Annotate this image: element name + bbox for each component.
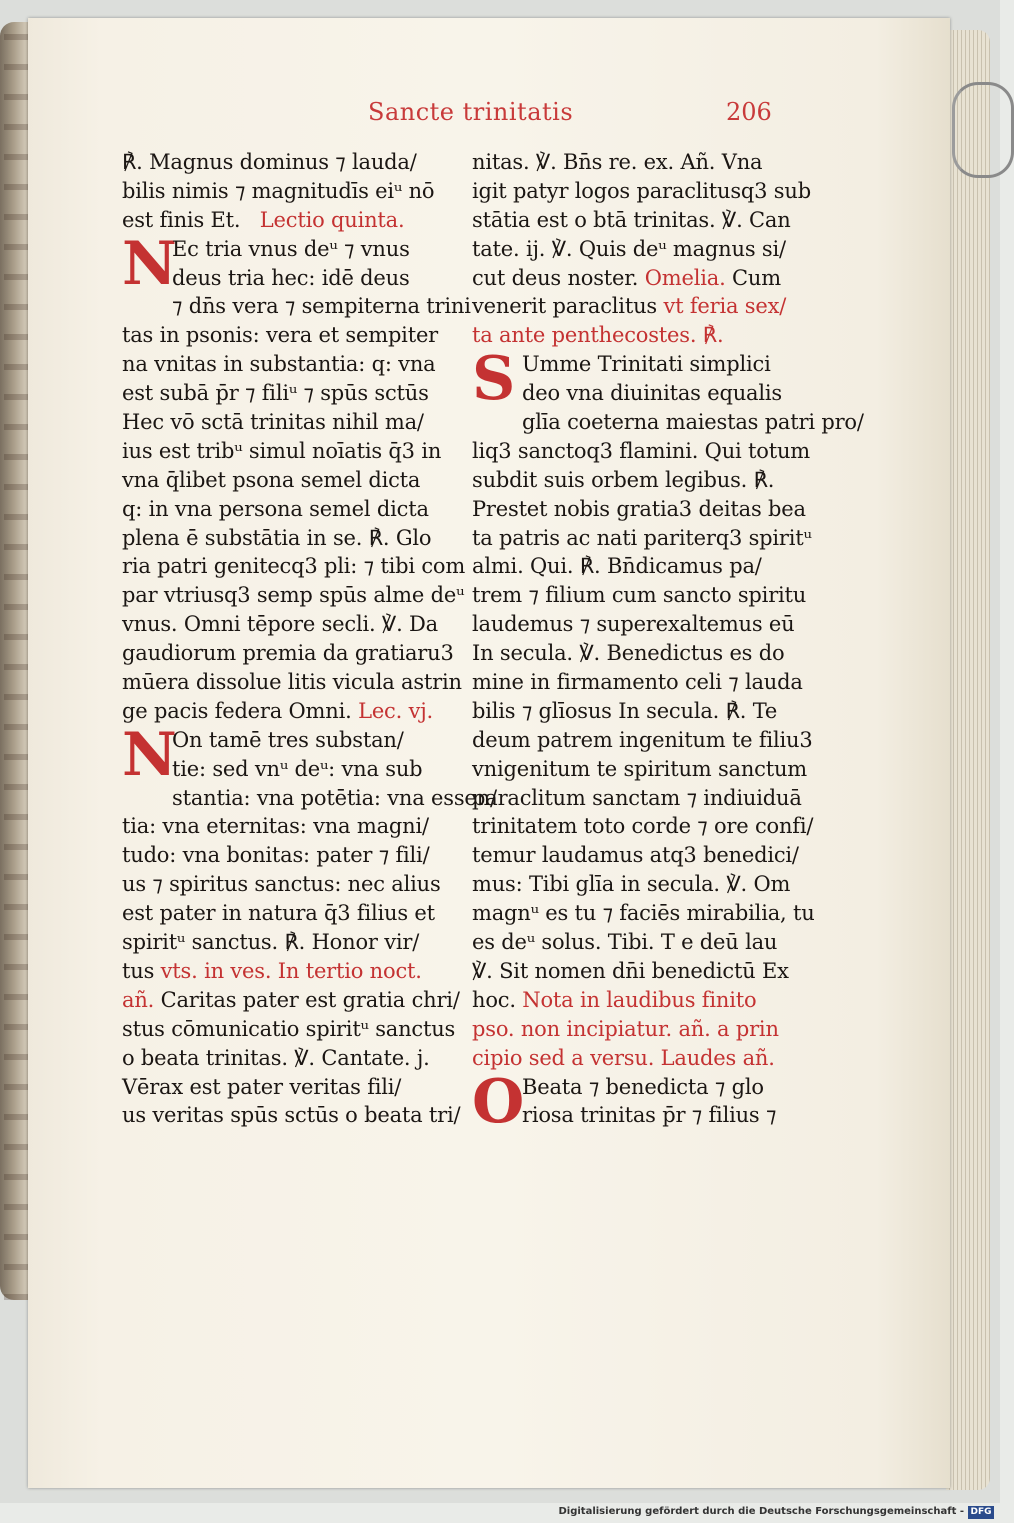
text-line: q: in vna persona semel dicta bbox=[122, 496, 429, 521]
text-line: tas in psonis: vera et sempiter bbox=[122, 323, 439, 348]
text-line bbox=[472, 986, 804, 1015]
page-stack-edge bbox=[946, 30, 990, 1490]
text-line: bilis nimis ⁊ magnitudīs eiᵘ nō bbox=[122, 178, 435, 203]
text-line: vnus. Omni tēpore secli. ℣. Da bbox=[122, 612, 439, 637]
text-line: ta patris ac nati pariterq3 spiritᵘ bbox=[472, 525, 812, 550]
text-line: stantia: vna potētia: vna essen/ bbox=[172, 785, 497, 810]
text-line: Ec tria vnus deᵘ ⁊ vnus bbox=[172, 236, 410, 261]
page-clip bbox=[952, 82, 1014, 178]
text-line: us veritas spūs sctūs o beata tri/ bbox=[122, 1103, 461, 1128]
text-line: igit patyr logos paraclitusq3 sub bbox=[472, 178, 811, 203]
text-line: On tamē tres substan/ bbox=[172, 727, 404, 752]
text-line: ius est tribᵘ simul noīatis q̄3 in bbox=[122, 438, 442, 463]
text-line: stus cōmunicatio spiritᵘ sanctus bbox=[122, 1016, 456, 1041]
text-line: ℣. Sit nomen dn̄i benedictū Ex bbox=[472, 958, 789, 983]
text-line: Hec vō sctā trinitas nihil ma/ bbox=[122, 410, 424, 435]
digitization-credit: Digitalisierung gefördert durch die Deutsche Forschungsgemeinschaft - bbox=[558, 1506, 964, 1517]
initial-letter: S bbox=[472, 344, 516, 415]
text-line: est pater in natura q̄3 filius et bbox=[122, 901, 435, 926]
text-line: tate. ij. ℣. Quis deᵘ magnus si/ bbox=[472, 236, 786, 261]
text-line: Umme Trinitati simplici bbox=[522, 352, 771, 377]
text-line: In secula. ℣. Benedictus es do bbox=[472, 641, 785, 666]
text-line: nitas. ℣. Bn̄s re. ex. Añ. Vna bbox=[472, 150, 763, 174]
text-line: mine in firmamento celi ⁊ lauda bbox=[472, 670, 803, 695]
text-line: bilis ⁊ glīosus In secula. ℟. Te bbox=[472, 698, 778, 723]
text-span: tus bbox=[122, 958, 155, 983]
text-line: es deᵘ solus. Tibi. T e deū lau bbox=[472, 930, 778, 955]
text-span: Caritas pater est gratia chri/ bbox=[160, 987, 460, 1012]
text-line: deo vna diuinitas equalis bbox=[522, 381, 782, 406]
text-line: ℟. Magnus dominus ⁊ lauda/ bbox=[122, 150, 417, 174]
text-line: ⁊ dn̄s vera ⁊ sempiterna trini bbox=[172, 294, 471, 319]
text-line bbox=[122, 986, 460, 1015]
text-line bbox=[122, 957, 454, 986]
text-line bbox=[122, 697, 454, 726]
text-line: glīa coeterna maiestas patri pro/ bbox=[522, 410, 864, 435]
text-line: temur laudamus atq3 benedici/ bbox=[472, 843, 799, 868]
text-line: mus: Tibi glīa in secula. ℣. Om bbox=[472, 872, 791, 897]
text-line: plena ē substātia in se. ℟. Glo bbox=[122, 525, 432, 550]
text-line: tie: sed vnᵘ deᵘ: vna sub bbox=[172, 756, 423, 781]
rubric-line: ta ante penthecostes. ℟. bbox=[472, 323, 724, 348]
text-line bbox=[472, 264, 804, 293]
text-line: us ⁊ spiritus sanctus: nec alius bbox=[122, 872, 441, 897]
text-line: tia: vna eternitas: vna magni/ bbox=[122, 814, 429, 839]
right-column bbox=[472, 148, 864, 1137]
text-line: stātia est o btā trinitas. ℣. Can bbox=[472, 207, 791, 232]
text-span: venerit paraclitus bbox=[472, 294, 657, 319]
text-line bbox=[122, 206, 454, 235]
rubric: Omelia. bbox=[644, 265, 726, 290]
text-span: hoc. bbox=[472, 987, 516, 1012]
text-line: o beata trinitas. ℣. Cantate. j. bbox=[122, 1045, 430, 1070]
text-line: mūera dissolue litis vicula astrin bbox=[122, 670, 462, 695]
rubric: vt feria sex/ bbox=[663, 294, 787, 319]
rubric: Nota in laudibus finito bbox=[522, 987, 757, 1012]
rubric: añ. bbox=[122, 987, 155, 1012]
text-line: laudemus ⁊ superexaltemus eū bbox=[472, 612, 795, 637]
text-span: Cum bbox=[732, 265, 781, 290]
text-line: gaudiorum premia da gratiaru3 bbox=[122, 641, 454, 666]
text-span: cut deus noster. bbox=[472, 265, 639, 290]
text-line: est subā p̄r ⁊ filiᵘ ⁊ spūs sctūs bbox=[122, 381, 429, 406]
text-line: deus tria hec: idē deus bbox=[172, 265, 410, 290]
rubric-line: pso. non incipiatur. añ. a prin bbox=[472, 1016, 779, 1041]
dfg-logo: DFG bbox=[968, 1506, 994, 1519]
initial-letter: N bbox=[122, 719, 177, 790]
lectio-heading: Lec. vj. bbox=[358, 698, 434, 723]
rubric: vts. in ves. In tertio noct. bbox=[160, 958, 422, 983]
text-line: vna q̄libet psona semel dicta bbox=[122, 467, 421, 492]
text-line: trem ⁊ filium cum sancto spiritu bbox=[472, 583, 807, 608]
text-line: ria patri genitecq3 pli: ⁊ tibi com bbox=[122, 554, 466, 579]
text-line: vnigenitum te spiritum sanctum bbox=[472, 756, 808, 781]
text-span: ge pacis federa Omni. bbox=[122, 698, 352, 723]
text-line: Prestet nobis gratia3 deitas bea bbox=[472, 496, 806, 521]
text-line: magnᵘ es tu ⁊ faciēs mirabilia, tu bbox=[472, 901, 815, 926]
text-span: est finis Et. bbox=[122, 207, 241, 232]
text-line: paraclitum sanctam ⁊ indiuiduā bbox=[472, 785, 802, 810]
text-line: trinitatem toto corde ⁊ ore confi/ bbox=[472, 814, 814, 839]
text-line: liq3 sanctoq3 flamini. Qui totum bbox=[472, 438, 810, 463]
text-line: Vērax est pater veritas fili/ bbox=[122, 1074, 402, 1099]
text-line: Beata ⁊ benedicta ⁊ glo bbox=[522, 1074, 764, 1099]
lectio-heading: Lectio quinta. bbox=[259, 207, 405, 232]
text-line: deum patrem ingenitum te filiu3 bbox=[472, 727, 813, 752]
folio-number: 206 bbox=[726, 98, 772, 126]
text-line: par vtriusq3 semp spūs alme deᵘ bbox=[122, 583, 465, 608]
text-line: na vnitas in substantia: q: vna bbox=[122, 352, 436, 377]
text-line: subdit suis orbem legibus. ℟. bbox=[472, 467, 775, 492]
text-line: tudo: vna bonitas: pater ⁊ fili/ bbox=[122, 843, 430, 868]
text-line: almi. Qui. ℟. Bn̄dicamus pa/ bbox=[472, 554, 762, 579]
initial-letter: N bbox=[122, 228, 177, 299]
text-line: riosa trinitas p̄r ⁊ filius ⁊ bbox=[522, 1103, 777, 1128]
initial-letter: O bbox=[472, 1066, 525, 1137]
text-line bbox=[472, 292, 804, 321]
text-line: spiritᵘ sanctus. ℟. Honor vir/ bbox=[122, 930, 420, 955]
rubric-line: cipio sed a versu. Laudes añ. bbox=[472, 1045, 775, 1070]
running-head: Sancte trinitatis bbox=[368, 98, 574, 126]
